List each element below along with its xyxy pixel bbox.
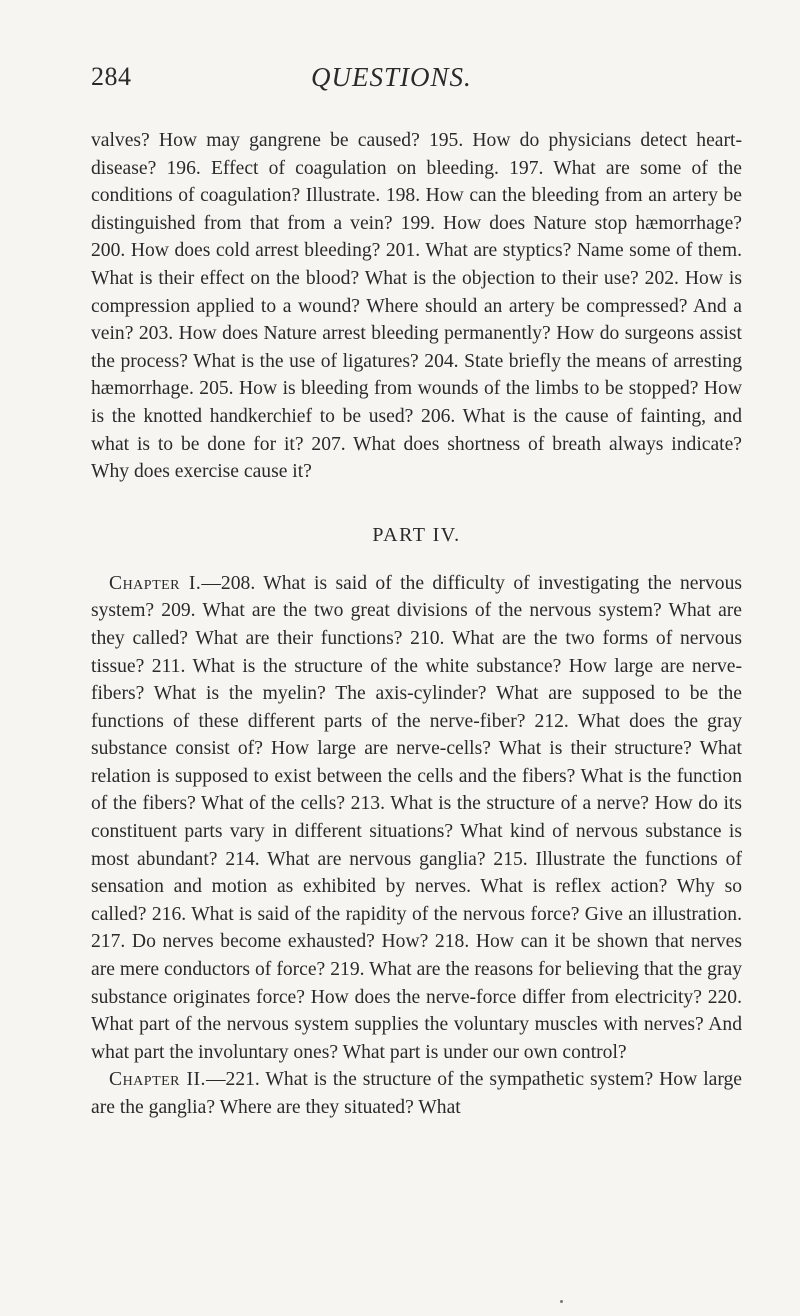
chapter-1-text: —208. What is said of the difficulty of investigating the nervous system? 209. What are the two great divisions of the nervous system? What are they called? What are their functions? 210. What are the two forms of nervous tissue? 211. What is the structure of the white substance? How large are nerve-fibers? What is the myelin? The axis-cylinder? What are supposed to be the functions of these different parts of the nerve-fiber? 212. What does the gray substance consist of? How large are nerve-cells? What is their structure? What relation is supposed to exist between the cells and the fibers? What is the function of the fibers? What of the cells? 213. What is the structure of a nerve? How do its constituent parts vary in different situations? What kind of nervous substance is most abundant? 214. What are nervous ganglia? 215. Illustrate the functions of sensation and motion as exhibited by nerves. What is reflex action? Why so called? 216. What is said of the rapidity of the nervous force? Give an illustration. 217. Do nerves become exhausted? How? 218. How can it be shown that nerves are mere conductors of force? 219. What are the reasons for believing that the gray substance originates force? How does the nerve-force differ from electricity? 220. What part of the nervous system supplies the voluntary muscles with nerves? And what part the involuntary ones? What part is under our own control? (91, 572, 742, 1063)
continuation-paragraph: valves? How may gangrene be caused? 195. How do physicians detect heart-disease? 196. Effect of coagulation on bleeding. 197. What are some of the conditions of coagulation? Illustrate. 198. How can the bleeding from an artery be distinguished from that from a vein? 199. How does Nature stop hæmorrhage? 200. How does cold arrest bleeding? 201. What are styptics? Name some of them. What is their effect on the blood? What is the objection to their use? 202. How is compression applied to a wound? Where should an artery be compressed? And a vein? 203. How does Nature arrest bleeding permanently? How do surgeons assist the process? What is the use of ligatures? 204. State briefly the means of arresting hæmorrhage. 205. How is bleeding from wounds of the limbs to be stopped? How is the knotted handkerchief to be used? 206. What is the cause of fainting, and what is to be done for it? 207. What does shortness of breath always indicate? Why does exercise cause it? (91, 130, 742, 483)
text-block (91, 127, 742, 1122)
chapter-1-label: Chapter I. (109, 572, 202, 594)
page-number: 284 (91, 62, 132, 91)
running-title: QUESTIONS. (311, 62, 472, 92)
print-speck (560, 1300, 563, 1303)
chapter-2-paragraph (91, 1066, 742, 1121)
chapter-2-label: Chapter II. (109, 1069, 206, 1091)
part-heading: PART IV. (372, 523, 461, 546)
chapter-2-text: —221. What is the structure of the sympathetic system? How large are the ganglia? Where are they situated? What (91, 1069, 742, 1118)
chapter-1-paragraph (91, 570, 742, 1067)
running-head (91, 62, 741, 102)
